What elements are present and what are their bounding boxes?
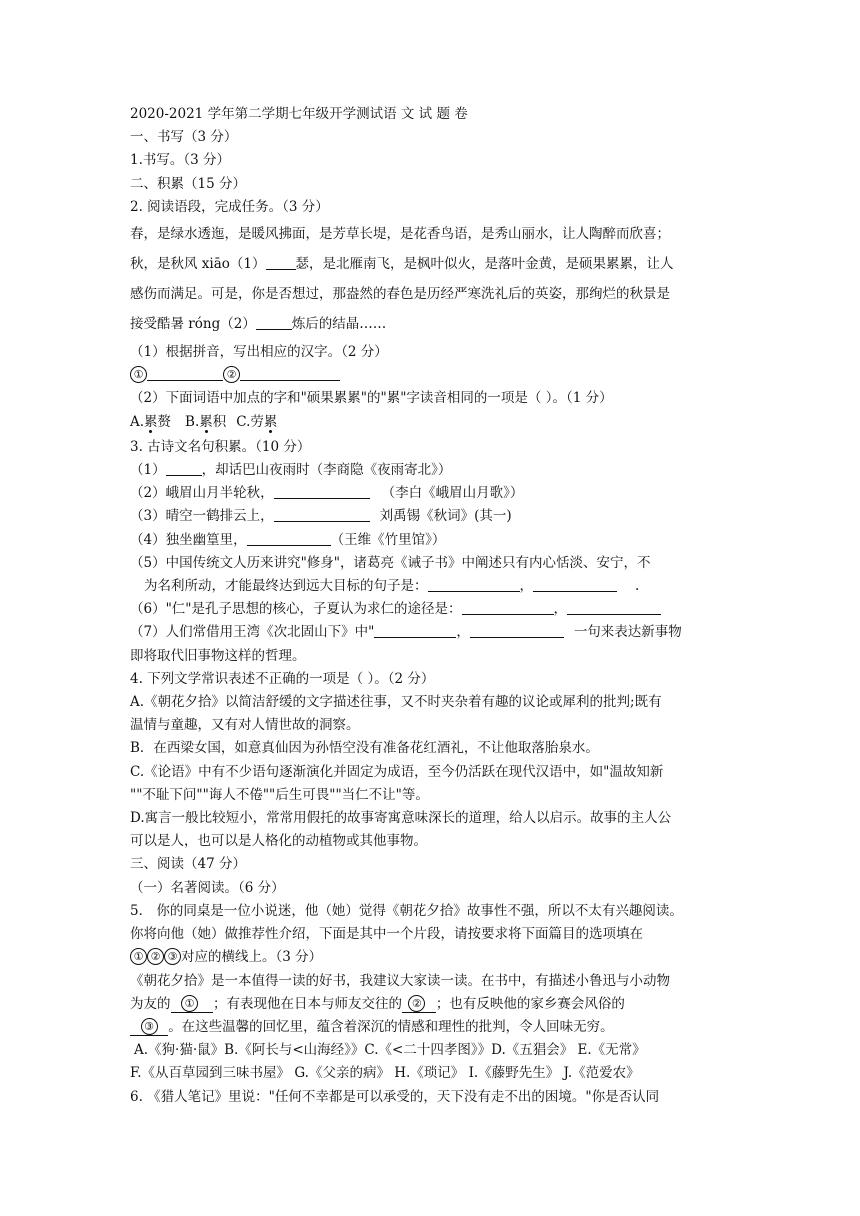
question-3: 3. 古诗文名句积累。（10 分） (130, 438, 311, 455)
question-5-options-1: A.《狗·猫·鼠》B.《阿长与<山海经》》C.《<二十四孝图》》D.《五猖会》 E.《无常》 (134, 1042, 646, 1059)
question-3-6: （6）"仁"是孔子思想的核心，子夏认为求仁的途径是： ， (130, 598, 730, 621)
answer-blank-3-5a[interactable] (428, 577, 520, 592)
question-5-line-4: 《朝花夕拾》是一本值得一读的好书，我建议大家读一读。在书中，有描述小鲁迅与小动物 (130, 972, 670, 989)
answer-blank-3-3[interactable] (274, 507, 370, 522)
circle-2-label: ② (223, 366, 240, 383)
section-writing: 一、书写（3 分） (130, 129, 238, 146)
question-5-line-1: 5． 你的同桌是一位小说迷，他（她）觉得《朝花夕拾》故事性不强，所以不太有兴趣阅读。 (130, 902, 683, 919)
section-reading: 三、阅读（47 分） (130, 856, 246, 873)
answer-blank-3-7b[interactable] (470, 623, 564, 638)
question-1: 1.书写。（3 分） (130, 152, 231, 169)
question-4-option-d-1: D.寓言一般比较短小，常常用假托的故事寄寓意味深长的道理，给人以启示。故事的主人公 (130, 810, 672, 827)
option-b: B.累积 (185, 413, 227, 430)
passage-line-2-end: 瑟，是北雁南飞，是枫叶似火，是落叶金黄，是硕果累累，让人 (295, 256, 674, 273)
answer-blank-3-7a[interactable] (374, 623, 456, 638)
question-4-option-d-2: 可以是人，也可以是人格化的动植物或其他事物。 (130, 833, 427, 850)
option-a: A.累赘 (130, 413, 172, 430)
question-4: 4. 下列文学常识表述不正确的一项是（ ）。（2 分） (130, 670, 435, 687)
passage-line-4-start: 接受酷暑 róng（2） (130, 316, 256, 333)
answer-blank-3-4[interactable] (247, 531, 331, 546)
passage-line-4-end: 炼后的结晶…… (291, 316, 387, 333)
question-4-option-a-1: A.《朝花夕拾》以简洁舒缓的文字描述往事，又不时夹杂着有趣的议论或犀利的批判;既有 (130, 694, 662, 711)
question-3-5-line-1: （5）中国传统文人历来讲究"修身"，诸葛亮《诫子书》中阐述只有内心恬淡、安宁，不 (130, 554, 651, 571)
question-3-7: （7）人们常借用王湾《次北固山下》中" ， 一句来表达新事物 (130, 624, 682, 641)
question-4-option-c-2: ""不耻下问""诲人不倦""后生可畏""当仁不让"等。 (130, 786, 429, 803)
question-4-option-b: B．在西梁女国，如意真仙因为孙悟空没有准备花红酒礼，不让他取落胎泉水。 (130, 740, 599, 757)
question-5-options-2: F.《从百草园到三味书屋》 G.《父亲的病》 H.《琐记》 I.《藤野先生》 J.《范爱农》 (130, 1065, 640, 1082)
question-3-4: （4）独坐幽篁里， （王维《竹里馆》） (130, 531, 446, 548)
passage-line-1: 春，是绿水透迤，是暖风拂面，是芳草长堤，是花香鸟语，是秀山丽水，让人陶醉而欣喜； (130, 226, 670, 243)
question-5-line-5: 为友的 ① ；有表现他在日本与师友交往的 ② ；也有反映他的家乡赛会风俗的 (130, 995, 625, 1012)
question-2-2: （2）下面词语中加点的字和"硕果累累"的"累"字读音相同的一项是（ ）。（1 分） (130, 390, 613, 407)
question-3-7-line-2: 即将取代旧事物这样的哲理。 (130, 647, 306, 664)
passage-line-3: 感伤而满足。可是，你是否想过，那盎然的春色是历经严寒洗礼后的英姿，那绚烂的秋景是 (130, 286, 670, 303)
question-5-line-2: 你将向他（她）做推荐性介绍，下面是其中一个片段，请按要求将下面篇目的选项填在 (130, 926, 643, 943)
exam-page (130, 103, 730, 1109)
question-3-3: （3）晴空一鹤排云上， 刘禹锡《秋词》(其一) (130, 508, 512, 525)
answer-blank-xiao[interactable] (266, 255, 296, 270)
question-4-option-a-2: 温情与童趣，又有对人情世故的洞察。 (130, 717, 360, 734)
answer-blank-1[interactable] (147, 366, 223, 381)
question-3-2: （2）峨眉山月半轮秋， （李白《峨眉山月歌》） (130, 485, 524, 502)
question-2-1: （1）根据拼音，写出相应的汉字。（2 分） (130, 344, 388, 361)
question-5-line-3: ① ② ③ 对应的横线上。（3 分） (130, 946, 730, 969)
question-2-1-answers (130, 364, 730, 387)
passage (130, 219, 730, 339)
passage-line-4 (130, 309, 730, 339)
question-5-line-6: ③ 。在这些温馨的回忆里，蕴含着深沉的情感和理性的批判，令人回味无穷。 (130, 1016, 730, 1039)
answer-blank-3-6b[interactable] (567, 600, 661, 615)
question-4-option-c-1: C.《论语》中有不少语句逐渐演化并固定为成语，至今仍活跃在现代汉语中，如"温故知新 (130, 763, 664, 780)
answer-blank-2[interactable] (240, 366, 340, 381)
answer-blank-3-2[interactable] (274, 484, 370, 499)
question-6-line-1: 6. 《猎人笔记》里说："任何不幸都是可以承受的，天下没有走不出的困境。"你是否认同 (130, 1088, 660, 1105)
answer-blank-5-3[interactable]: ③ (130, 1018, 168, 1036)
passage-line-2 (130, 249, 730, 279)
passage-line-2-start: 秋，是秋风 xiāo（1） (130, 256, 266, 273)
answer-blank-rong[interactable] (256, 315, 292, 330)
answer-blank-3-5b[interactable] (533, 577, 617, 592)
question-3-1: （1） ，却话巴山夜雨时（李商隐《夜雨寄北》） (130, 462, 452, 479)
question-2: 2. 阅读语段，完成任务。（3 分） (130, 198, 329, 215)
question-3-5-line-2: 为名利所动，才能最终达到远大目标的句子是： ， . (144, 578, 640, 595)
answer-blank-3-6a[interactable] (462, 600, 554, 615)
answer-blank-5-2[interactable]: ② (402, 995, 436, 1013)
circle-1-label: ① (130, 366, 147, 383)
section-accumulation: 二、积累（15 分） (130, 175, 246, 192)
question-2-2-options (130, 411, 730, 434)
answer-blank-3-1[interactable] (166, 461, 202, 476)
answer-blank-5-1[interactable]: ① (171, 995, 213, 1013)
section-reading-1: （一）名著阅读。（6 分） (130, 879, 285, 896)
exam-title: 2020-2021 学年第二学期七年级开学测试语 文 试 题 卷 (130, 106, 468, 122)
option-c: C.劳累 (236, 413, 278, 430)
